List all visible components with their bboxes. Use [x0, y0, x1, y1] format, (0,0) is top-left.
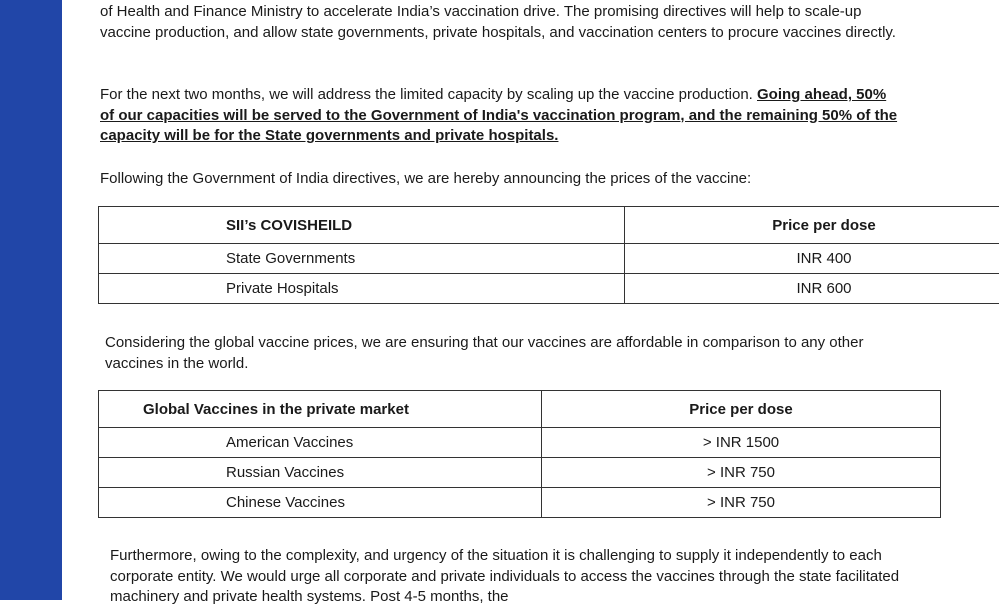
- capacity-allocation-emphasis: Going ahead, 50% of our capacities will be served to the Government of India's vaccination program, and the remaining 50% of the capacity will be for the State governments and private hospitals.: [100, 86, 897, 144]
- covishield-price-table: [98, 206, 999, 304]
- table-row: [99, 458, 941, 488]
- capacity-text: For the next two months, we will address the limited capacity by scaling up the vaccine production.: [100, 86, 757, 103]
- vaccine-cell: Russian Vaccines: [99, 458, 542, 488]
- header-price: Price per dose: [542, 391, 941, 428]
- header-product: SII’s COVISHEILD: [99, 207, 625, 244]
- table-row: [99, 244, 999, 274]
- table-row: [99, 428, 941, 458]
- vaccine-cell: Chinese Vaccines: [99, 488, 542, 518]
- price-cell: > INR 750: [542, 488, 941, 518]
- vaccine-cell: American Vaccines: [99, 428, 542, 458]
- paragraph-corporate-access: Furthermore, owing to the complexity, and urgency of the situation it is challenging to supply it independently to each corporate entity. We would urge all corporate and private individuals to access the vaccines through the state facilitated machinery and private health systems. Post 4-5 months, the: [110, 546, 910, 608]
- table-row: [99, 488, 941, 518]
- paragraph-capacity: [100, 85, 900, 147]
- paragraph-directives: of Health and Finance Ministry to accelerate India’s vaccination drive. The promising directives will help to scale-up vaccine production, and allow state governments, private hospitals, and vaccination centers to procure vaccines directly.: [100, 2, 900, 43]
- table-header-row: [99, 207, 999, 244]
- header-vaccine: Global Vaccines in the private market: [99, 391, 542, 428]
- paragraph-global-prices: Considering the global vaccine prices, we are ensuring that our vaccines are affordable in comparison to any other vaccines in the world.: [105, 333, 905, 374]
- buyer-cell: Private Hospitals: [99, 274, 625, 304]
- table-header-row: [99, 391, 941, 428]
- paragraph-price-announcement: Following the Government of India directives, we are hereby announcing the prices of the vaccine:: [100, 169, 900, 190]
- price-cell: > INR 1500: [542, 428, 941, 458]
- price-cell: INR 600: [625, 274, 999, 304]
- left-accent-bar: [0, 0, 62, 600]
- header-price: Price per dose: [625, 207, 999, 244]
- global-vaccine-price-table: [98, 390, 941, 518]
- table-row: [99, 274, 999, 304]
- price-cell: INR 400: [625, 244, 999, 274]
- price-cell: > INR 750: [542, 458, 941, 488]
- buyer-cell: State Governments: [99, 244, 625, 274]
